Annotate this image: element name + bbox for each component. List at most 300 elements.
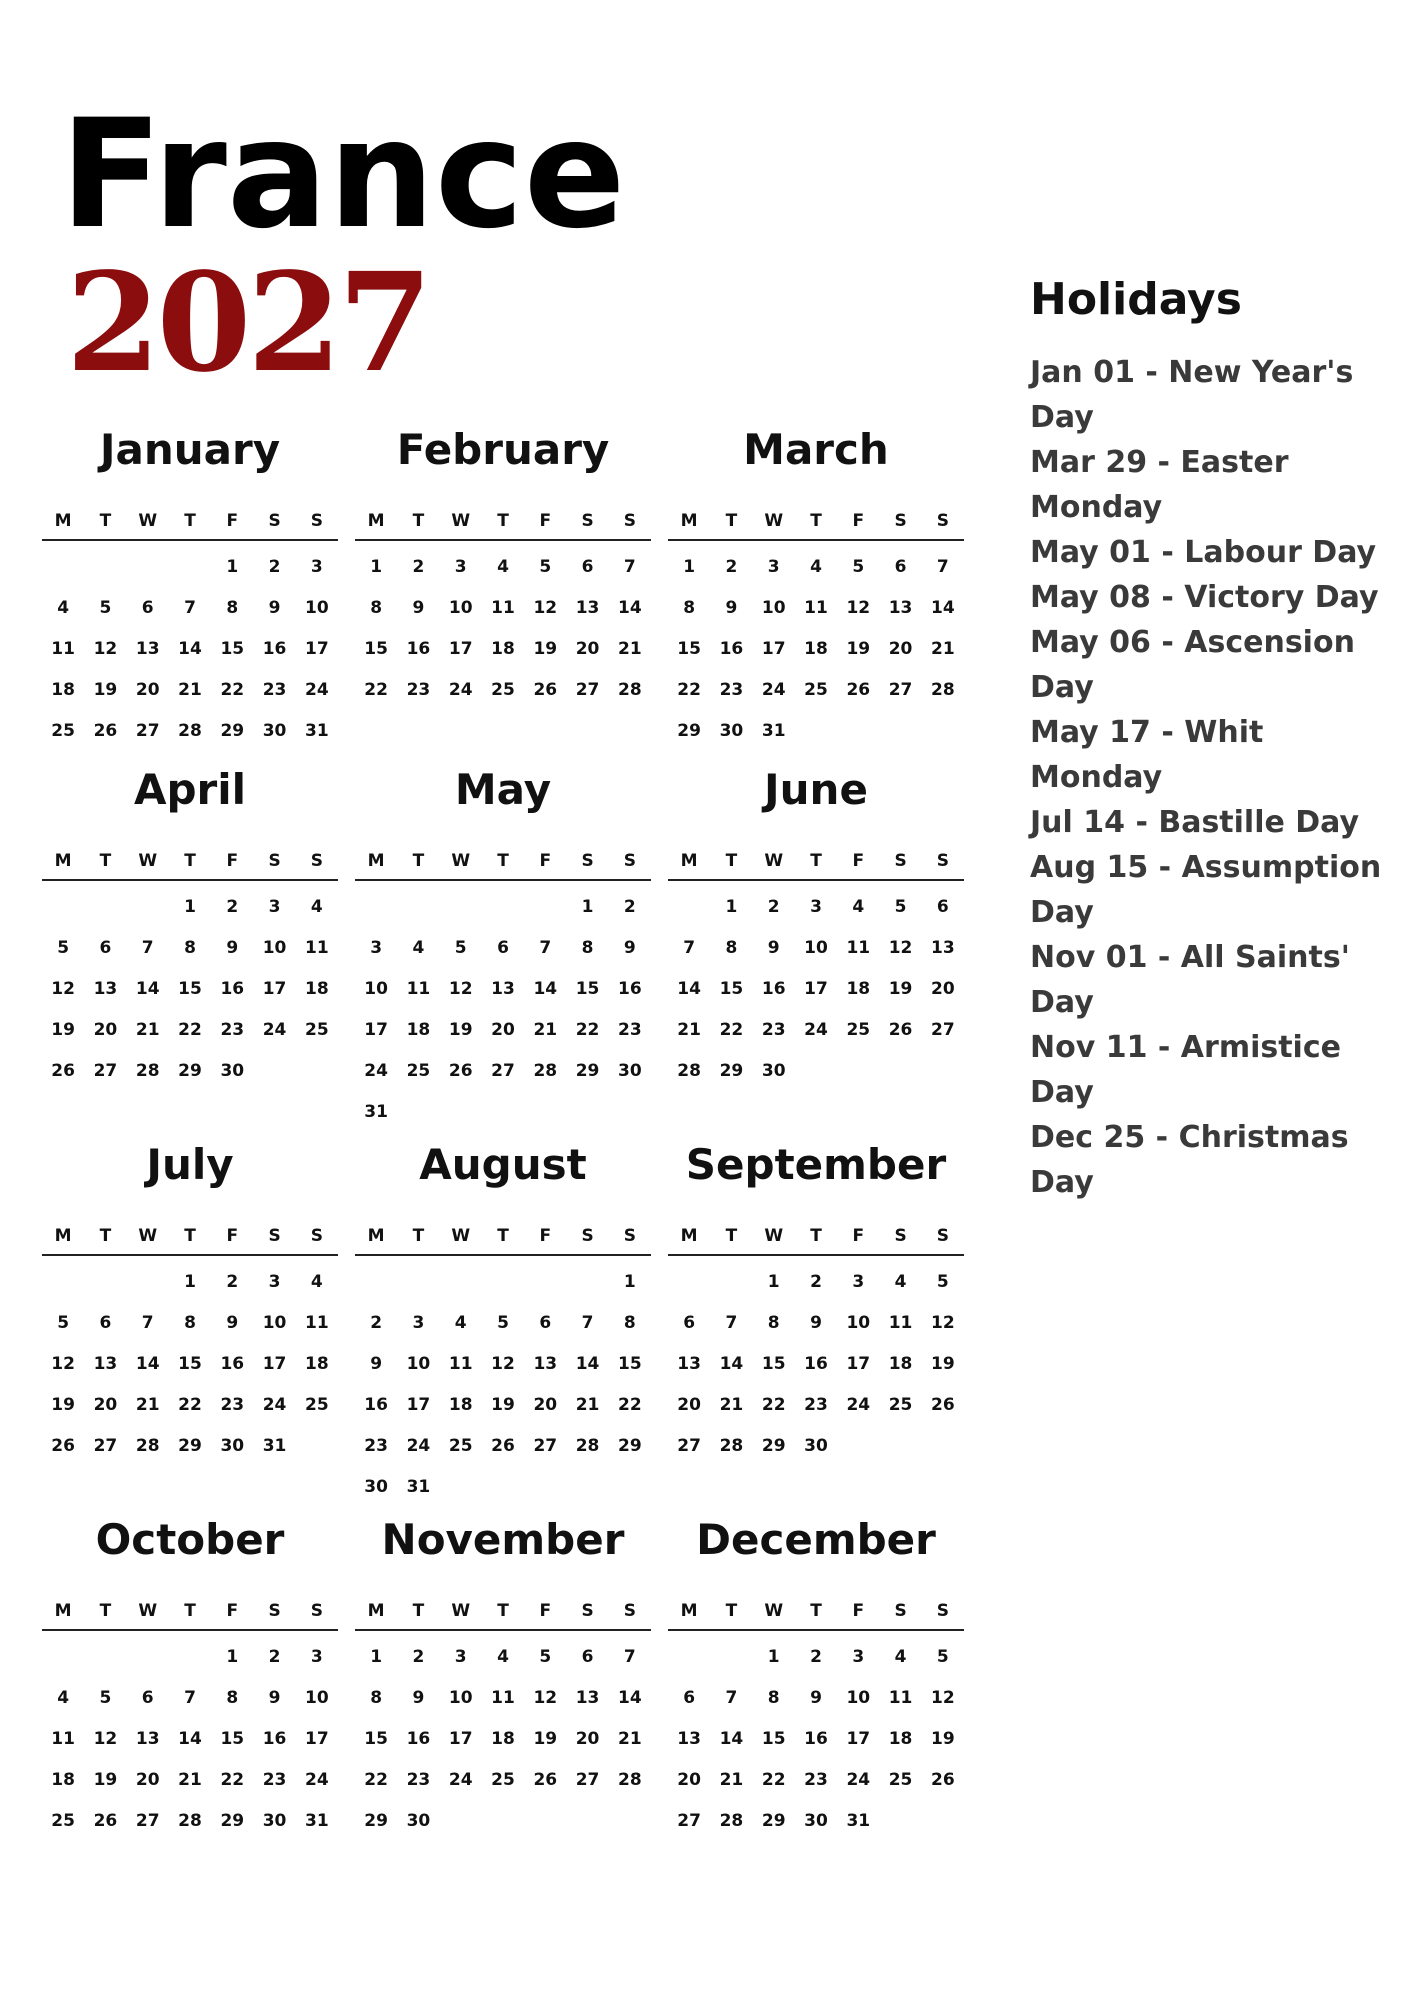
day-cell: 18 bbox=[305, 1354, 329, 1374]
weekday-header: S bbox=[894, 511, 907, 531]
day-cell: 14 bbox=[575, 1354, 600, 1374]
month-name: February bbox=[396, 425, 610, 474]
day-cell: 3 bbox=[852, 1272, 865, 1292]
weekday-header: T bbox=[497, 1226, 509, 1246]
day-cell: 14 bbox=[135, 1354, 160, 1374]
day-cell: 30 bbox=[761, 1061, 786, 1081]
day-cell: 17 bbox=[761, 639, 786, 659]
day-cell: 10 bbox=[406, 1354, 431, 1374]
month-december bbox=[668, 1510, 964, 1842]
day-cell: 25 bbox=[305, 1395, 329, 1415]
weekday-header: T bbox=[725, 1226, 738, 1246]
weekday-header: S bbox=[581, 511, 594, 531]
weekday-header-row bbox=[42, 1593, 338, 1631]
day-cell: 5 bbox=[497, 1313, 509, 1333]
day-cell: 29 bbox=[364, 1811, 388, 1831]
day-cell: 13 bbox=[93, 979, 118, 999]
weekday-header: F bbox=[539, 1601, 552, 1621]
day-cell: 19 bbox=[533, 639, 558, 659]
day-cell: 16 bbox=[220, 979, 245, 999]
day-cell: 1 bbox=[767, 1272, 780, 1292]
day-cell: 5 bbox=[852, 557, 865, 577]
holiday-item: Nov 01 - All Saints' Day bbox=[1030, 940, 1350, 1020]
day-cell: 19 bbox=[491, 1395, 515, 1415]
weekday-header: T bbox=[810, 1226, 822, 1246]
weekday-header: W bbox=[764, 1601, 784, 1621]
day-cell: 28 bbox=[135, 1436, 160, 1456]
day-cell: 23 bbox=[406, 680, 431, 700]
day-cell: 3 bbox=[370, 938, 383, 958]
weekday-header: T bbox=[99, 511, 112, 531]
day-cell: 12 bbox=[533, 598, 558, 618]
day-cell: 13 bbox=[677, 1729, 701, 1749]
day-cell: 29 bbox=[575, 1061, 600, 1081]
day-cell: 11 bbox=[491, 1688, 515, 1708]
day-cell: 13 bbox=[135, 639, 160, 659]
day-cell: 30 bbox=[618, 1061, 642, 1081]
weekday-header: W bbox=[138, 1226, 158, 1246]
day-cell: 13 bbox=[888, 598, 913, 618]
day-cell: 6 bbox=[581, 557, 594, 577]
day-cell: 4 bbox=[57, 1688, 70, 1708]
day-cell: 26 bbox=[491, 1436, 515, 1456]
day-grid bbox=[42, 887, 338, 1092]
weekday-header: T bbox=[184, 1226, 196, 1246]
day-cell: 9 bbox=[268, 598, 281, 618]
day-cell: 20 bbox=[888, 639, 913, 659]
day-cell: 17 bbox=[305, 639, 329, 659]
day-cell: 9 bbox=[810, 1313, 822, 1333]
day-cell: 7 bbox=[539, 938, 552, 958]
day-cell: 15 bbox=[761, 1729, 786, 1749]
day-cell: 8 bbox=[226, 598, 239, 618]
weekday-header-row bbox=[42, 843, 338, 881]
day-cell: 28 bbox=[178, 1811, 202, 1831]
weekday-header: W bbox=[764, 851, 784, 871]
day-cell: 19 bbox=[51, 1020, 75, 1040]
day-cell: 19 bbox=[888, 979, 913, 999]
day-cell: 4 bbox=[310, 897, 323, 917]
holiday-item: Jan 01 - New Year's Day bbox=[1030, 355, 1354, 435]
day-cell: 5 bbox=[894, 897, 907, 917]
day-cell: 13 bbox=[931, 938, 955, 958]
month-name: December bbox=[696, 1515, 936, 1564]
weekday-header: S bbox=[623, 511, 636, 531]
day-cell: 16 bbox=[804, 1354, 828, 1374]
day-cell: 11 bbox=[846, 938, 871, 958]
day-cell: 10 bbox=[364, 979, 388, 999]
weekday-header: T bbox=[725, 851, 738, 871]
day-cell: 3 bbox=[852, 1647, 865, 1667]
weekday-header: W bbox=[138, 851, 158, 871]
weekday-header: F bbox=[226, 851, 239, 871]
day-cell: 16 bbox=[406, 639, 431, 659]
weekday-header: F bbox=[539, 511, 552, 531]
weekday-header-row bbox=[355, 843, 651, 881]
day-cell: 16 bbox=[262, 1729, 287, 1749]
day-cell: 2 bbox=[725, 557, 738, 577]
weekday-header: W bbox=[764, 1226, 784, 1246]
weekday-header-row bbox=[355, 1218, 651, 1256]
day-cell: 30 bbox=[220, 1061, 245, 1081]
weekday-header-row bbox=[668, 1593, 964, 1631]
weekday-header: F bbox=[852, 851, 865, 871]
weekday-header: M bbox=[367, 851, 385, 871]
day-cell: 26 bbox=[448, 1061, 473, 1081]
weekday-header: T bbox=[725, 1601, 738, 1621]
day-cell: 2 bbox=[268, 1647, 281, 1667]
day-cell: 22 bbox=[719, 1020, 744, 1040]
day-cell: 1 bbox=[184, 1272, 196, 1292]
day-cell: 29 bbox=[178, 1061, 202, 1081]
day-cell: 12 bbox=[448, 979, 473, 999]
day-cell: 26 bbox=[51, 1436, 75, 1456]
day-cell: 24 bbox=[804, 1020, 828, 1040]
weekday-header: S bbox=[894, 851, 907, 871]
day-cell: 16 bbox=[618, 979, 642, 999]
day-cell: 25 bbox=[406, 1061, 431, 1081]
day-cell: 20 bbox=[533, 1395, 558, 1415]
day-grid bbox=[355, 1262, 651, 1508]
day-cell: 3 bbox=[268, 897, 281, 917]
day-cell: 19 bbox=[93, 1770, 118, 1790]
day-cell: 1 bbox=[370, 1647, 383, 1667]
day-cell: 6 bbox=[936, 897, 949, 917]
day-cell: 12 bbox=[51, 979, 75, 999]
day-cell: 21 bbox=[575, 1395, 600, 1415]
day-cell: 17 bbox=[448, 1729, 473, 1749]
day-cell: 14 bbox=[719, 1354, 744, 1374]
day-cell: 7 bbox=[623, 1647, 636, 1667]
day-cell: 18 bbox=[51, 680, 75, 700]
day-cell: 7 bbox=[725, 1313, 738, 1333]
day-cell: 12 bbox=[846, 598, 871, 618]
day-cell: 6 bbox=[99, 938, 112, 958]
day-cell: 26 bbox=[846, 680, 871, 700]
weekday-header: M bbox=[54, 511, 72, 531]
day-grid bbox=[42, 1637, 338, 1842]
day-cell: 16 bbox=[761, 979, 786, 999]
weekday-header: W bbox=[138, 511, 158, 531]
weekday-header: S bbox=[268, 511, 281, 531]
day-cell: 10 bbox=[305, 1688, 329, 1708]
month-name: September bbox=[685, 1140, 947, 1189]
day-cell: 11 bbox=[888, 1688, 913, 1708]
day-cell: 25 bbox=[305, 1020, 329, 1040]
day-cell: 9 bbox=[226, 1313, 239, 1333]
day-cell: 15 bbox=[761, 1354, 786, 1374]
day-cell: 9 bbox=[810, 1688, 822, 1708]
day-cell: 3 bbox=[310, 1647, 323, 1667]
day-cell: 23 bbox=[220, 1395, 245, 1415]
day-cell: 29 bbox=[719, 1061, 744, 1081]
day-cell: 12 bbox=[93, 639, 118, 659]
day-cell: 22 bbox=[761, 1395, 786, 1415]
day-cell: 19 bbox=[846, 639, 871, 659]
day-cell: 18 bbox=[888, 1729, 913, 1749]
day-cell: 5 bbox=[539, 1647, 552, 1667]
day-cell: 3 bbox=[310, 557, 323, 577]
weekday-header-row bbox=[355, 503, 651, 541]
day-cell: 25 bbox=[491, 680, 515, 700]
day-cell: 20 bbox=[677, 1770, 701, 1790]
day-grid bbox=[42, 547, 338, 752]
day-cell: 24 bbox=[262, 1395, 287, 1415]
day-cell: 30 bbox=[364, 1477, 388, 1497]
day-cell: 6 bbox=[683, 1313, 696, 1333]
month-august bbox=[355, 1135, 651, 1508]
weekday-header: S bbox=[310, 851, 323, 871]
day-cell: 16 bbox=[220, 1354, 245, 1374]
month-may bbox=[355, 760, 651, 1133]
holiday-item: Dec 25 - Christmas Day bbox=[1030, 1120, 1349, 1200]
day-cell: 4 bbox=[852, 897, 865, 917]
day-cell: 27 bbox=[575, 680, 600, 700]
month-november bbox=[355, 1510, 651, 1842]
day-cell: 1 bbox=[683, 557, 696, 577]
day-cell: 10 bbox=[305, 598, 329, 618]
day-cell: 12 bbox=[491, 1354, 515, 1374]
day-cell: 24 bbox=[846, 1770, 871, 1790]
day-cell: 23 bbox=[761, 1020, 786, 1040]
day-cell: 2 bbox=[810, 1272, 822, 1292]
day-cell: 2 bbox=[226, 1272, 239, 1292]
month-name: June bbox=[764, 765, 868, 814]
day-cell: 4 bbox=[497, 557, 509, 577]
day-cell: 27 bbox=[533, 1436, 558, 1456]
day-cell: 19 bbox=[533, 1729, 558, 1749]
day-cell: 8 bbox=[683, 598, 696, 618]
day-cell: 9 bbox=[725, 598, 738, 618]
day-cell: 7 bbox=[725, 1688, 738, 1708]
weekday-header: T bbox=[184, 1601, 196, 1621]
day-cell: 25 bbox=[51, 1811, 75, 1831]
day-cell: 6 bbox=[581, 1647, 594, 1667]
weekday-header: S bbox=[894, 1226, 907, 1246]
day-cell: 17 bbox=[846, 1729, 871, 1749]
day-cell: 15 bbox=[178, 979, 202, 999]
day-cell: 15 bbox=[220, 639, 245, 659]
day-cell: 5 bbox=[539, 557, 552, 577]
day-cell: 19 bbox=[93, 680, 118, 700]
weekday-header: M bbox=[680, 511, 698, 531]
day-cell: 6 bbox=[683, 1688, 696, 1708]
day-cell: 11 bbox=[491, 598, 515, 618]
day-cell: 31 bbox=[305, 721, 329, 741]
day-cell: 9 bbox=[226, 938, 239, 958]
day-cell: 11 bbox=[888, 1313, 913, 1333]
day-cell: 6 bbox=[141, 1688, 154, 1708]
day-cell: 25 bbox=[888, 1770, 913, 1790]
day-cell: 16 bbox=[262, 639, 287, 659]
weekday-header: W bbox=[451, 1226, 471, 1246]
day-cell: 7 bbox=[683, 938, 696, 958]
holiday-list bbox=[1030, 350, 1400, 1205]
weekday-header: F bbox=[226, 1601, 239, 1621]
day-cell: 1 bbox=[767, 1647, 780, 1667]
month-september bbox=[668, 1135, 964, 1467]
weekday-header-row bbox=[668, 1218, 964, 1256]
day-cell: 30 bbox=[262, 721, 287, 741]
month-name: May bbox=[454, 765, 552, 814]
day-cell: 8 bbox=[370, 1688, 383, 1708]
day-cell: 2 bbox=[810, 1647, 822, 1667]
day-cell: 23 bbox=[364, 1436, 388, 1456]
day-cell: 27 bbox=[677, 1436, 701, 1456]
holiday-item: May 01 - Labour Day bbox=[1030, 535, 1377, 570]
day-cell: 31 bbox=[761, 721, 786, 741]
weekday-header: F bbox=[539, 851, 552, 871]
day-cell: 11 bbox=[51, 639, 75, 659]
weekday-header: S bbox=[623, 1226, 636, 1246]
day-cell: 28 bbox=[719, 1436, 744, 1456]
day-cell: 4 bbox=[454, 1313, 467, 1333]
month-april bbox=[42, 760, 338, 1092]
day-cell: 13 bbox=[491, 979, 515, 999]
day-cell: 14 bbox=[533, 979, 558, 999]
day-cell: 11 bbox=[51, 1729, 75, 1749]
weekday-header: S bbox=[623, 851, 636, 871]
day-cell: 22 bbox=[364, 1770, 388, 1790]
day-cell: 23 bbox=[804, 1770, 828, 1790]
day-cell: 24 bbox=[305, 680, 329, 700]
day-cell: 17 bbox=[262, 1354, 287, 1374]
day-cell: 8 bbox=[184, 1313, 196, 1333]
day-cell: 12 bbox=[533, 1688, 558, 1708]
day-cell: 5 bbox=[936, 1647, 949, 1667]
day-cell: 7 bbox=[623, 557, 636, 577]
day-cell: 1 bbox=[370, 557, 383, 577]
day-cell: 26 bbox=[93, 721, 118, 741]
weekday-header: S bbox=[310, 511, 323, 531]
weekday-header: S bbox=[936, 851, 949, 871]
day-cell: 18 bbox=[846, 979, 871, 999]
day-cell: 10 bbox=[448, 598, 473, 618]
weekday-header: M bbox=[54, 1226, 72, 1246]
day-cell: 31 bbox=[364, 1102, 388, 1122]
day-cell: 14 bbox=[178, 1729, 202, 1749]
day-grid bbox=[355, 887, 651, 1133]
day-cell: 10 bbox=[262, 938, 287, 958]
day-cell: 15 bbox=[364, 1729, 388, 1749]
day-cell: 17 bbox=[305, 1729, 329, 1749]
day-cell: 11 bbox=[406, 979, 431, 999]
day-cell: 10 bbox=[448, 1688, 473, 1708]
day-cell: 23 bbox=[719, 680, 744, 700]
day-cell: 28 bbox=[533, 1061, 558, 1081]
weekday-header: T bbox=[412, 1601, 425, 1621]
day-cell: 29 bbox=[178, 1436, 202, 1456]
day-cell: 28 bbox=[677, 1061, 701, 1081]
day-cell: 28 bbox=[931, 680, 955, 700]
weekday-header: T bbox=[184, 851, 196, 871]
weekday-header: T bbox=[412, 511, 425, 531]
weekday-header-row bbox=[668, 503, 964, 541]
day-cell: 20 bbox=[491, 1020, 515, 1040]
weekday-header-row bbox=[668, 843, 964, 881]
day-cell: 7 bbox=[184, 1688, 196, 1708]
day-cell: 10 bbox=[846, 1688, 871, 1708]
day-cell: 26 bbox=[93, 1811, 118, 1831]
month-october bbox=[42, 1510, 338, 1842]
weekday-header: F bbox=[852, 511, 865, 531]
month-name: August bbox=[419, 1140, 587, 1189]
day-cell: 21 bbox=[931, 639, 955, 659]
holiday-item: May 17 - Whit Monday bbox=[1030, 715, 1264, 795]
day-cell: 31 bbox=[846, 1811, 871, 1831]
day-cell: 27 bbox=[491, 1061, 515, 1081]
holiday-item: May 06 - Ascension Day bbox=[1030, 625, 1355, 705]
day-cell: 14 bbox=[618, 1688, 642, 1708]
weekday-header: F bbox=[226, 1226, 239, 1246]
weekday-header: F bbox=[226, 511, 239, 531]
day-cell: 14 bbox=[618, 598, 642, 618]
day-cell: 11 bbox=[448, 1354, 473, 1374]
day-cell: 15 bbox=[220, 1729, 245, 1749]
day-cell: 22 bbox=[220, 680, 245, 700]
day-cell: 18 bbox=[491, 639, 515, 659]
holiday-item: May 08 - Victory Day bbox=[1030, 580, 1379, 615]
day-cell: 4 bbox=[310, 1272, 323, 1292]
day-cell: 21 bbox=[719, 1395, 744, 1415]
day-cell: 26 bbox=[533, 680, 558, 700]
day-cell: 17 bbox=[448, 639, 473, 659]
day-cell: 9 bbox=[412, 1688, 425, 1708]
day-cell: 7 bbox=[581, 1313, 594, 1333]
day-cell: 10 bbox=[804, 938, 828, 958]
day-cell: 11 bbox=[305, 938, 329, 958]
day-cell: 4 bbox=[57, 598, 70, 618]
day-cell: 20 bbox=[677, 1395, 701, 1415]
holidays-panel bbox=[1030, 270, 1400, 1205]
day-cell: 3 bbox=[767, 557, 780, 577]
day-cell: 14 bbox=[677, 979, 701, 999]
day-cell: 5 bbox=[454, 938, 467, 958]
day-cell: 27 bbox=[677, 1811, 701, 1831]
day-cell: 18 bbox=[491, 1729, 515, 1749]
day-cell: 13 bbox=[575, 1688, 600, 1708]
day-cell: 21 bbox=[719, 1770, 744, 1790]
day-cell: 25 bbox=[888, 1395, 913, 1415]
day-cell: 18 bbox=[51, 1770, 75, 1790]
weekday-header: S bbox=[268, 851, 281, 871]
day-cell: 12 bbox=[931, 1313, 955, 1333]
day-cell: 21 bbox=[677, 1020, 701, 1040]
day-cell: 6 bbox=[497, 938, 509, 958]
day-cell: 2 bbox=[767, 897, 780, 917]
day-cell: 19 bbox=[931, 1729, 955, 1749]
weekday-header: M bbox=[367, 1226, 385, 1246]
day-cell: 21 bbox=[533, 1020, 558, 1040]
day-cell: 3 bbox=[810, 897, 822, 917]
day-cell: 17 bbox=[364, 1020, 388, 1040]
month-february bbox=[355, 420, 651, 711]
weekday-header: W bbox=[451, 1601, 471, 1621]
weekday-header-row bbox=[42, 503, 338, 541]
weekday-header: M bbox=[680, 1601, 698, 1621]
day-cell: 10 bbox=[761, 598, 786, 618]
weekday-header: M bbox=[680, 851, 698, 871]
day-cell: 15 bbox=[618, 1354, 642, 1374]
day-cell: 4 bbox=[810, 557, 822, 577]
day-cell: 11 bbox=[804, 598, 828, 618]
day-cell: 31 bbox=[406, 1477, 431, 1497]
day-cell: 27 bbox=[135, 1811, 160, 1831]
month-name: November bbox=[381, 1515, 625, 1564]
day-grid bbox=[42, 1262, 338, 1467]
month-january bbox=[42, 420, 338, 752]
day-cell: 2 bbox=[412, 557, 425, 577]
